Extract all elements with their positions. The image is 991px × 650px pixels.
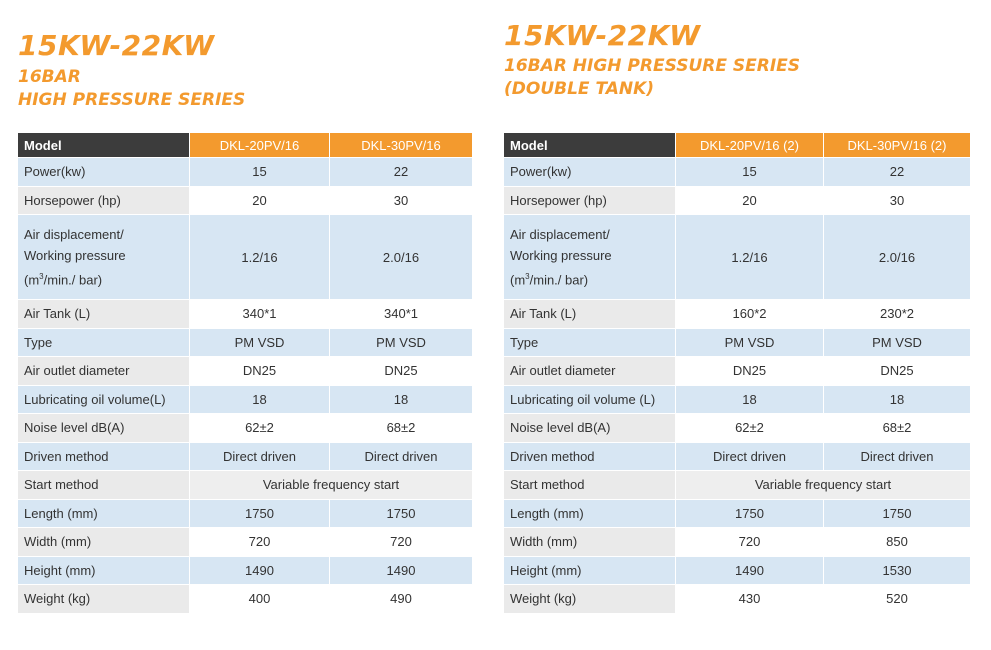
- row-label-line: Working pressure: [24, 247, 126, 263]
- table-row: [18, 499, 473, 528]
- row-label-line: [24, 266, 183, 290]
- table-header-row: [504, 133, 971, 158]
- unit-superscript: 3: [39, 271, 44, 281]
- table-row: [18, 357, 473, 386]
- row-label: Width (mm): [18, 528, 190, 557]
- row-label: Air outlet diameter: [504, 357, 676, 386]
- cell-value: 68±2: [824, 414, 971, 443]
- row-label-line: Air displacement/: [510, 226, 610, 242]
- cell-value: DN25: [190, 357, 330, 386]
- cell-value: PM VSD: [330, 328, 473, 357]
- cell-value: Direct driven: [190, 442, 330, 471]
- unit-prefix: (m: [24, 272, 40, 288]
- cell-value: 1750: [330, 499, 473, 528]
- cell-value: 68±2: [330, 414, 473, 443]
- table-row: [504, 556, 971, 585]
- row-label: [504, 215, 676, 300]
- row-label-line: [510, 266, 669, 290]
- right-spec-table: [503, 132, 971, 614]
- table-row: [18, 300, 473, 329]
- cell-value: 1490: [330, 556, 473, 585]
- model-column-header: DKL-30PV/16 (2): [824, 133, 971, 158]
- left-series-title: 15KW-22KW: [18, 29, 215, 62]
- cell-value: 20: [676, 186, 824, 215]
- cell-value: 22: [824, 158, 971, 187]
- cell-value: 340*1: [330, 300, 473, 329]
- row-label: Horsepower (hp): [18, 186, 190, 215]
- row-label-line: Working pressure: [510, 247, 612, 263]
- table-row: [504, 385, 971, 414]
- row-label: Noise level dB(A): [18, 414, 190, 443]
- cell-value: DN25: [824, 357, 971, 386]
- left-spec-table: [17, 132, 473, 614]
- cell-value: 720: [676, 528, 824, 557]
- row-label: Length (mm): [504, 499, 676, 528]
- cell-value: 1750: [824, 499, 971, 528]
- cell-value: Direct driven: [676, 442, 824, 471]
- table-row: [18, 328, 473, 357]
- table-row: [18, 585, 473, 614]
- row-label: Air Tank (L): [504, 300, 676, 329]
- table-row: [504, 215, 971, 300]
- row-label: Power(kw): [18, 158, 190, 187]
- unit-suffix: /min./ bar): [43, 272, 103, 288]
- cell-value: 1.2/16: [190, 215, 330, 300]
- table-row: [504, 328, 971, 357]
- left-series-subtitle: HIGH PRESSURE SERIES: [18, 90, 246, 110]
- table-row: [504, 357, 971, 386]
- cell-value: 18: [190, 385, 330, 414]
- table-row: [18, 442, 473, 471]
- right-series-title: 15KW-22KW: [504, 19, 701, 52]
- unit-superscript: 3: [525, 271, 530, 281]
- row-label: Power(kw): [504, 158, 676, 187]
- row-label: Lubricating oil volume (L): [504, 385, 676, 414]
- cell-value: 1.2/16: [676, 215, 824, 300]
- cell-value: 720: [190, 528, 330, 557]
- row-label: Air outlet diameter: [18, 357, 190, 386]
- row-label: Type: [504, 328, 676, 357]
- row-label: [18, 215, 190, 300]
- cell-value: 18: [330, 385, 473, 414]
- cell-value: 20: [190, 186, 330, 215]
- cell-value: PM VSD: [824, 328, 971, 357]
- cell-value: Variable frequency start: [190, 471, 473, 500]
- row-label: Start method: [18, 471, 190, 500]
- cell-value: 230*2: [824, 300, 971, 329]
- cell-value: 1750: [190, 499, 330, 528]
- table-row: [504, 186, 971, 215]
- table-row: [18, 556, 473, 585]
- row-label: Length (mm): [18, 499, 190, 528]
- cell-value: 62±2: [190, 414, 330, 443]
- cell-value: 520: [824, 585, 971, 614]
- table-row: [18, 158, 473, 187]
- row-label: Horsepower (hp): [504, 186, 676, 215]
- model-header: Model: [18, 133, 190, 158]
- cell-value: 15: [676, 158, 824, 187]
- row-label: Start method: [504, 471, 676, 500]
- table-row: [504, 300, 971, 329]
- model-column-header: DKL-20PV/16: [190, 133, 330, 158]
- cell-value: 850: [824, 528, 971, 557]
- row-label-line: Air displacement/: [24, 226, 124, 242]
- unit-suffix: /min./ bar): [529, 272, 589, 288]
- cell-value: 2.0/16: [330, 215, 473, 300]
- cell-value: 18: [824, 385, 971, 414]
- model-column-header: DKL-30PV/16: [330, 133, 473, 158]
- cell-value: Variable frequency start: [676, 471, 971, 500]
- table-row: [504, 158, 971, 187]
- cell-value: 160*2: [676, 300, 824, 329]
- cell-value: DN25: [676, 357, 824, 386]
- row-label: Type: [18, 328, 190, 357]
- table-row: [18, 528, 473, 557]
- cell-value: 1490: [676, 556, 824, 585]
- table-row: [504, 471, 971, 500]
- left-series-pressure: 16BAR: [18, 67, 81, 87]
- row-label: Lubricating oil volume(L): [18, 385, 190, 414]
- row-label: Noise level dB(A): [504, 414, 676, 443]
- cell-value: 62±2: [676, 414, 824, 443]
- row-label: Height (mm): [18, 556, 190, 585]
- model-column-header: DKL-20PV/16 (2): [676, 133, 824, 158]
- row-label: Height (mm): [504, 556, 676, 585]
- cell-value: 2.0/16: [824, 215, 971, 300]
- right-series-subtitle: 16BAR HIGH PRESSURE SERIES: [504, 56, 801, 76]
- row-label: Width (mm): [504, 528, 676, 557]
- row-label: Air Tank (L): [18, 300, 190, 329]
- cell-value: PM VSD: [190, 328, 330, 357]
- table-row: [504, 414, 971, 443]
- cell-value: 400: [190, 585, 330, 614]
- cell-value: 1490: [190, 556, 330, 585]
- cell-value: 1530: [824, 556, 971, 585]
- row-label: Driven method: [504, 442, 676, 471]
- table-row: [504, 499, 971, 528]
- cell-value: 22: [330, 158, 473, 187]
- table-row: [504, 585, 971, 614]
- cell-value: DN25: [330, 357, 473, 386]
- cell-value: 30: [330, 186, 473, 215]
- cell-value: 340*1: [190, 300, 330, 329]
- cell-value: Direct driven: [824, 442, 971, 471]
- cell-value: Direct driven: [330, 442, 473, 471]
- table-row: [18, 385, 473, 414]
- cell-value: 720: [330, 528, 473, 557]
- right-series-tank-note: (DOUBLE TANK): [504, 79, 655, 99]
- cell-value: 30: [824, 186, 971, 215]
- table-row: [504, 442, 971, 471]
- row-label: Driven method: [18, 442, 190, 471]
- cell-value: 18: [676, 385, 824, 414]
- unit-prefix: (m: [510, 272, 526, 288]
- cell-value: 1750: [676, 499, 824, 528]
- row-label: Weight (kg): [18, 585, 190, 614]
- table-row: [18, 186, 473, 215]
- table-row: [18, 414, 473, 443]
- table-row: [504, 528, 971, 557]
- table-row: [18, 215, 473, 300]
- cell-value: 15: [190, 158, 330, 187]
- cell-value: PM VSD: [676, 328, 824, 357]
- table-row: [18, 471, 473, 500]
- cell-value: 430: [676, 585, 824, 614]
- cell-value: 490: [330, 585, 473, 614]
- model-header: Model: [504, 133, 676, 158]
- table-header-row: [18, 133, 473, 158]
- row-label: Weight (kg): [504, 585, 676, 614]
